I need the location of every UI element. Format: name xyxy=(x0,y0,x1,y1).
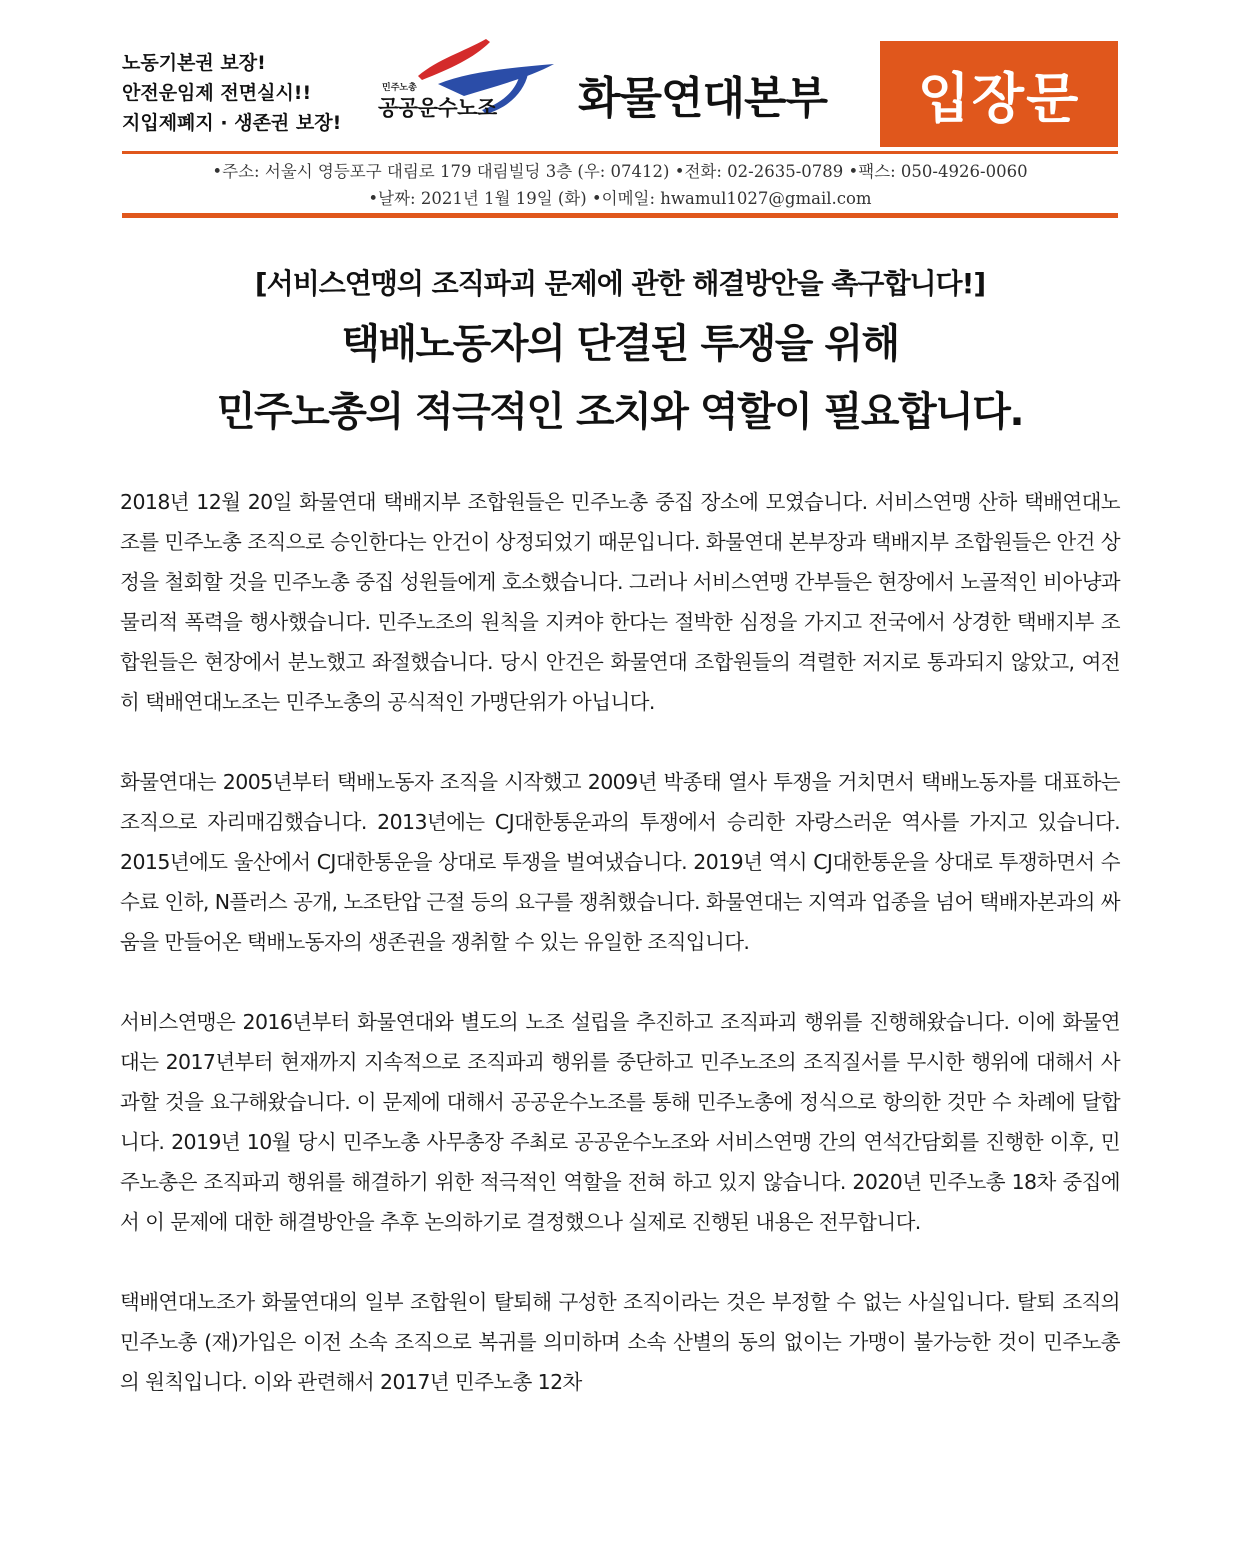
body-paragraph-2: 화물연대는 2005년부터 택배노동자 조직을 시작했고 2009년 박종태 열사 투쟁을 거치면서 택배노동자를 대표하는 조직으로 자리매김했습니다. 2013년에는 CJ대한통운과의 투쟁에서 승리한 자랑스러운 역사를 가지고 있습니다. 2015년에도 울산에서 CJ대한통운을 상대로 투쟁을 벌여냈습니다. 2019년 역시 CJ대한통운을 상대로 투쟁하면서 수수료 인하, N플러스 공개, 노조탄압 근절 등의 요구를 쟁취했습니다. 화물연대는 지역과 업종을 넘어 택배자본과의 싸움을 만들어온 택배노동자의 생존권을 쟁취할 수 있는 유일한 조직입니다. xyxy=(120,770,1120,954)
header-rule-bottom xyxy=(122,213,1118,218)
logo-kctu-label: 민주노총 xyxy=(382,83,417,93)
slogan-3: 지입제폐지 · 생존권 보장! xyxy=(122,112,342,134)
slogan-list xyxy=(122,48,392,138)
body-paragraph-3: 서비스연맹은 2016년부터 화물연대와 별도의 노조 설립을 추진하고 조직파괴 행위를 진행해왔습니다. 이에 화물연대는 2017년부터 현재까지 지속적으로 조직파괴 행위를 중단하고 민주노조의 조직질서를 무시한 행위에 대해서 사과할 것을 요구해왔습니다. 이 문제에 대해서 공공운수노조를 통해 민주노총에 정식으로 항의한 것만 수 차례에 달합니다. 2019년 10월 당시 민주노총 사무총장 주최로 공공운수노조와 서비스연맹 간의 연석간담회를 진행한 이후, 민주노총은 조직파괴 행위를 해결하기 위한 적극적인 역할을 전혀 하고 있지 않습니다. 2020년 민주노총 18차 중집에서 이 문제에 대한 해결방안을 추후 논의하기로 결정했으나 실제로 진행된 내용은 전무합니다. xyxy=(120,1010,1120,1234)
body-paragraph-4: 택배연대노조가 화물연대의 일부 조합원이 탈퇴해 구성한 조직이라는 것은 부정할 수 없는 사실입니다. 탈퇴 조직의 민주노총 (재)가입은 이전 소속 조직으로 복귀를 의미하며 소속 산별의 동의 없이는 가맹이 불가능한 것이 민주노총의 원칙입니다. 이와 관련해서 2017년 민주노총 12차 xyxy=(120,1290,1120,1394)
slogan-2: 안전운임제 전면실시!! xyxy=(122,82,312,104)
document-type-badge xyxy=(880,41,1118,147)
union-logo xyxy=(378,34,568,124)
org-title: 화물연대본부 xyxy=(578,73,828,124)
contact-line-2: •날짜: 2021년 1월 19일 (화) •이메일: hwamul1027@gmail.com xyxy=(368,189,872,208)
statement-body xyxy=(120,482,1120,1442)
document-type-label: 입장문 xyxy=(917,66,1081,130)
logo-union-name: 공공운수노조 xyxy=(378,96,497,120)
header-rule-top xyxy=(122,151,1118,154)
document-subtitle: [서비스연맹의 조직파괴 문제에 관한 해결방안을 촉구합니다!] xyxy=(254,267,986,300)
body-paragraph-1: 2018년 12월 20일 화물연대 택배지부 조합원들은 민주노총 중집 장소에 모였습니다. 서비스연맹 산하 택배연대노조를 민주노총 조직으로 승인한다는 안건이 상정되었기 때문입니다. 화물연대 본부장과 택배지부 조합원들은 안건 상정을 철회할 것을 민주노총 중집 성원들에게 호소했습니다. 그러나 서비스연맹 간부들은 현장에서 노골적인 비아냥과 물리적 폭력을 행사했습니다. 민주노조의 원칙을 지켜야 한다는 절박한 심정을 가지고 전국에서 상경한 택배지부 조합원들은 현장에서 분노했고 좌절했습니다. 당시 안건은 화물연대 조합원들의 격렬한 저지로 통과되지 않았고, 여전히 택배연대노조는 민주노총의 공식적인 가맹단위가 아닙니다. xyxy=(120,490,1120,714)
contact-line-1: •주소: 서울시 영등포구 대림로 179 대림빌딩 3층 (우: 07412) •전화: 02-2635-0789 •팩스: 050-4926-0060 xyxy=(212,162,1028,181)
headline-line-2: 민주노총의 적극적인 조치와 역할이 필요합니다. xyxy=(216,389,1024,435)
headline-line-1: 택배노동자의 단결된 투쟁을 위해 xyxy=(341,321,899,367)
slogan-1: 노동기본권 보장! xyxy=(122,52,266,74)
